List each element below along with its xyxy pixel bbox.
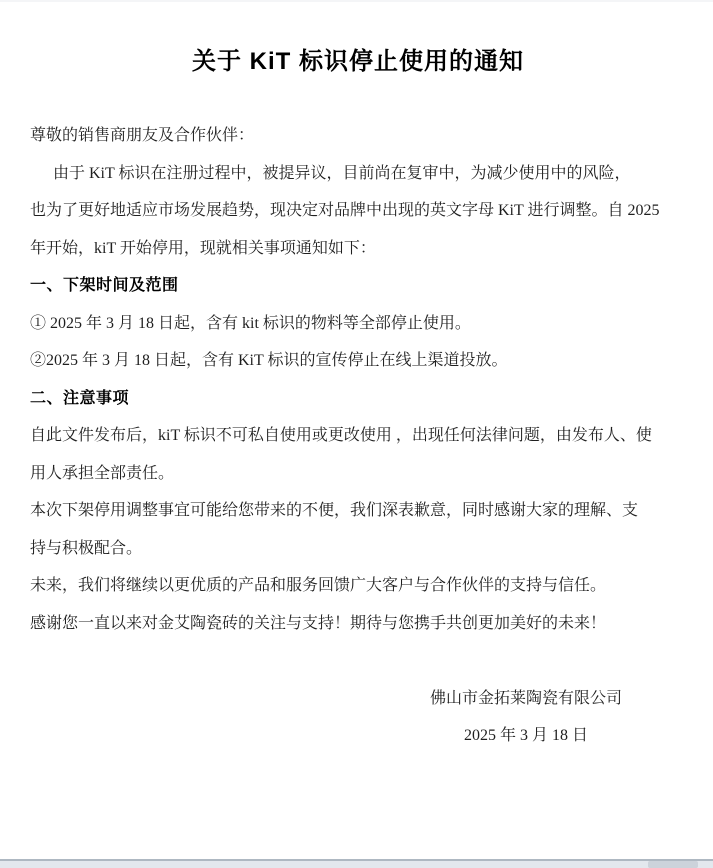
document-title: 关于 KiT 标识停止使用的通知 [192,48,524,75]
section1-item-2: ②2025 年 3 月 18 日起，含有 KiT 标识的宣传停止在线上渠道投放。 [30,352,508,369]
section2-line: 自此文件发布后，kiT 标识不可私自使用或更改使用 ，出现任何法律问题，由发布人、使 [30,427,652,444]
intro-line: 也为了更好地适应市场发展趋势，现决定对品牌中出现的英文字母 KiT 进行调整。自 2025 [30,202,660,219]
intro-line: 由于 KiT 标识在注册过程中，被提异议，目前尚在复审中，为减少使用中的风险， [53,164,631,182]
signature-block [366,680,686,755]
section2-line: 持与积极配合。 [30,539,143,557]
section1-item-1: ① 2025 年 3 月 18 日起，含有 kit 标识的物料等全部停止使用。 [30,314,471,332]
signature-date: 2025 年 3 月 18 日 [463,727,588,744]
page-top-edge [0,0,713,2]
salutation: 尊敬的销售商朋友及合作伙伴： [30,127,255,144]
section2-line: 感谢您一直以来对金艾陶瓷砖的关注与支持！期待与您携手共创更加美好的未来！ [30,614,607,632]
spacer-line [30,642,686,680]
signature-company: 佛山市金拓莱陶瓷有限公司 [429,689,622,707]
section2-line: 本次下架停用调整事宜可能给您带来的不便，我们深表歉意，同时感谢大家的理解、支 [30,502,639,519]
section2-line: 用人承担全部责任。 [30,464,175,482]
intro-line: 年开始，kiT 开始停用，现就相关事项通知如下： [30,239,376,257]
section2-line: 未来，我们将继续以更优质的产品和服务回馈广大客户与合作伙伴的支持与信任。 [30,577,607,594]
horizontal-scrollbar[interactable] [0,859,713,868]
scrollbar-thumb[interactable] [648,861,698,868]
document-content [30,45,686,755]
section2-heading: 二、注意事项 [30,389,130,407]
section1-heading: 一、下架时间及范围 [30,277,179,294]
